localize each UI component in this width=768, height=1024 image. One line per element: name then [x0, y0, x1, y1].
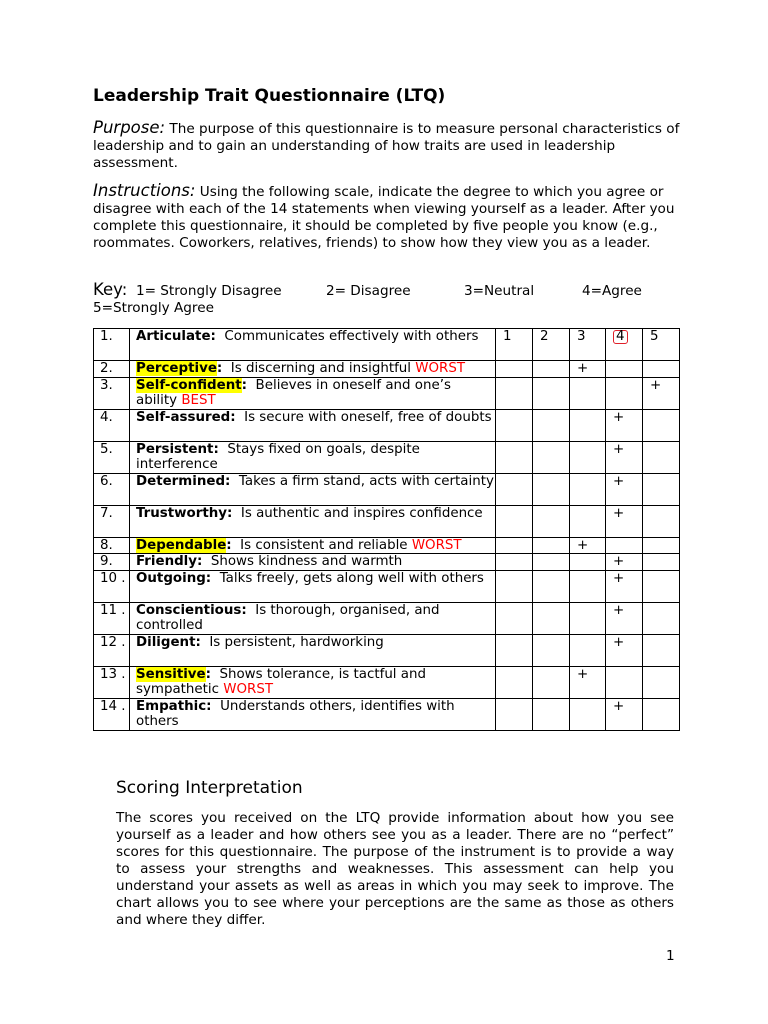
trait-label: Self-confident [136, 377, 242, 393]
rating-cell-2[interactable] [533, 441, 570, 473]
rating-cell-1[interactable] [496, 361, 533, 378]
statement-cell [130, 602, 496, 634]
scale-header: 2 [540, 329, 549, 344]
rating-cell-3[interactable] [570, 698, 606, 730]
rating-cell-1[interactable] [496, 377, 533, 409]
trait-description: Shows kindness and warmth [210, 554, 403, 569]
trait-label: Sensitive [136, 666, 206, 682]
key-label: Key: [93, 280, 128, 299]
statement-cell [130, 554, 496, 571]
table-row [94, 554, 680, 571]
statement-cell [130, 409, 496, 441]
trait-description: Shows tolerance, is tactful and sympathetic [136, 666, 426, 697]
rating-cell-2[interactable] [533, 698, 570, 730]
statement-cell [130, 361, 496, 378]
rating-cell-3[interactable] [570, 666, 606, 698]
rating-cell-1[interactable] [496, 473, 533, 505]
rating-cell-4[interactable] [606, 634, 643, 666]
item-number: 7. [94, 505, 130, 537]
scale-header: 5 [650, 329, 659, 344]
trait-name [136, 410, 236, 425]
table-row [94, 377, 680, 409]
rating-cell-3[interactable] [570, 570, 606, 602]
rating-cell-3[interactable] [570, 409, 606, 441]
purpose-text: The purpose of this questionnaire is to measure personal characteristics of leadership and to gain an understanding of how traits are used in leadership assessment. [93, 121, 680, 171]
rating-cell-4[interactable] [606, 505, 643, 537]
scale-header: 4 [613, 330, 628, 344]
rating-mark: + [613, 441, 625, 457]
rating-cell-4[interactable] [606, 473, 643, 505]
rating-mark: + [613, 570, 625, 586]
trait-name: Perceptive: [136, 361, 223, 376]
key-item: 2= Disagree [325, 283, 411, 299]
rating-cell-5[interactable] [643, 329, 680, 361]
trait-name [136, 571, 211, 586]
rating-note: WORST [223, 682, 273, 697]
scale-header: 3 [577, 329, 586, 344]
rating-mark: + [613, 602, 625, 618]
rating-cell-5[interactable] [643, 602, 680, 634]
trait-label: Self-assured: [136, 409, 236, 425]
rating-cell-4[interactable] [606, 698, 643, 730]
rating-cell-3[interactable] [570, 329, 606, 361]
rating-cell-4[interactable] [606, 554, 643, 571]
rating-cell-2[interactable] [533, 505, 570, 537]
statement-cell [130, 329, 496, 361]
rating-cell-2[interactable] [533, 570, 570, 602]
statement-cell [130, 666, 496, 698]
statement-cell [130, 441, 496, 473]
rating-cell-1[interactable] [496, 329, 533, 361]
rating-cell-4[interactable] [606, 666, 643, 698]
statement-cell [130, 505, 496, 537]
statement-cell [130, 698, 496, 730]
trait-description: Understands others, identifies with others [136, 698, 455, 729]
rating-cell-5[interactable] [643, 570, 680, 602]
instructions-paragraph [93, 182, 683, 252]
table-row [94, 537, 680, 554]
purpose-paragraph [93, 119, 683, 172]
key-item: 5=Strongly Agree [93, 300, 214, 316]
rating-mark: + [577, 666, 589, 682]
statement-cell [130, 377, 496, 409]
rating-cell-3[interactable] [570, 377, 606, 409]
statement-cell [130, 570, 496, 602]
rating-cell-2[interactable] [533, 666, 570, 698]
rating-cell-2[interactable] [533, 634, 570, 666]
rating-mark: + [613, 473, 625, 489]
rating-cell-4[interactable] [606, 570, 643, 602]
instructions-text: Using the following scale, indicate the degree to which you agree or disagree with each of the 14 statements when viewing yourself as a leader. After you complete this questionnaire, it should be completed by five people you know (e.g., roommates. Coworkers, relatives, friends) to show how they view you as a leader. [93, 184, 675, 251]
rating-cell-2[interactable] [533, 329, 570, 361]
trait-name [136, 603, 247, 618]
table-row [94, 602, 680, 634]
trait-label: Persistent: [136, 441, 219, 457]
rating-cell-3[interactable] [570, 602, 606, 634]
key-item: 3=Neutral [463, 283, 535, 299]
rating-cell-2[interactable] [533, 554, 570, 571]
rating-cell-2[interactable] [533, 537, 570, 554]
table-row [94, 329, 680, 361]
rating-mark: + [577, 361, 589, 376]
rating-cell-1[interactable] [496, 554, 533, 571]
trait-description: Takes a firm stand, acts with certainty [238, 473, 494, 489]
trait-name: Sensitive: [136, 666, 211, 682]
rating-cell-1[interactable] [496, 602, 533, 634]
table-row [94, 409, 680, 441]
rating-cell-1[interactable] [496, 409, 533, 441]
key-item: 1= Strongly Disagree [135, 283, 282, 299]
table-row [94, 666, 680, 698]
rating-cell-5[interactable] [643, 361, 680, 378]
rating-cell-3[interactable] [570, 505, 606, 537]
trait-label: Friendly: [136, 554, 203, 569]
table-row [94, 441, 680, 473]
item-number: 3. [94, 377, 130, 409]
rating-cell-5[interactable] [643, 537, 680, 554]
rating-note: WORST [411, 537, 462, 553]
item-number: 12 . [94, 634, 130, 666]
trait-name: Self-confident: [136, 377, 248, 393]
rating-cell-5[interactable] [643, 698, 680, 730]
trait-name [136, 474, 230, 489]
trait-name [136, 442, 219, 457]
trait-label: Conscientious: [136, 602, 247, 618]
rating-cell-1[interactable] [496, 570, 533, 602]
trait-name [136, 506, 232, 521]
rating-cell-4[interactable] [606, 409, 643, 441]
rating-cell-5[interactable] [643, 473, 680, 505]
rating-cell-1[interactable] [496, 441, 533, 473]
trait-label: Outgoing: [136, 570, 212, 586]
rating-cell-3[interactable] [570, 634, 606, 666]
table-row [94, 634, 680, 666]
scoring-text: The scores you received on the LTQ provide information about how you see yourself as a leader and how others see you as a leader. There are no “perfect” scores for this questionnaire. The purpose of the instrument is to provide a way to assess your strengths and weaknesses. This assessment can help you understand your assets as well as areas in which you may seek to improve. The chart allows you to see where your perceptions are the same as those as others and where they differ. [116, 810, 674, 928]
rating-cell-5[interactable] [643, 505, 680, 537]
item-number: 13 . [94, 666, 130, 698]
item-number: 6. [94, 473, 130, 505]
rating-cell-1[interactable] [496, 505, 533, 537]
table-row [94, 570, 680, 602]
item-number: 10 . [94, 570, 130, 602]
rating-mark: + [613, 554, 625, 569]
rating-cell-4[interactable] [606, 602, 643, 634]
trait-description: Is discerning and insightful [230, 361, 411, 376]
rating-mark: + [577, 537, 589, 553]
trait-name [136, 329, 216, 344]
rating-cell-3[interactable] [570, 554, 606, 571]
page-title: Leadership Trait Questionnaire (LTQ) [93, 86, 446, 106]
rating-cell-1[interactable] [496, 666, 533, 698]
trait-label: Determined: [136, 473, 231, 489]
rating-cell-5[interactable] [643, 441, 680, 473]
rating-cell-4[interactable] [606, 329, 643, 361]
rating-mark: + [613, 698, 625, 714]
trait-label: Diligent: [136, 634, 201, 650]
rating-cell-5[interactable] [643, 666, 680, 698]
trait-label: Trustworthy: [136, 505, 233, 521]
rating-cell-5[interactable] [643, 634, 680, 666]
rating-cell-3[interactable] [570, 441, 606, 473]
rating-cell-2[interactable] [533, 602, 570, 634]
item-number: 14 . [94, 698, 130, 730]
trait-label: Dependable [136, 537, 227, 553]
trait-description: Is authentic and inspires confidence [240, 505, 483, 521]
rating-cell-2[interactable] [533, 473, 570, 505]
rating-mark: + [613, 409, 625, 425]
item-number: 1. [94, 329, 130, 361]
statement-cell [130, 537, 496, 554]
rating-cell-1[interactable] [496, 634, 533, 666]
table-row [94, 473, 680, 505]
table-row [94, 361, 680, 378]
statement-cell [130, 634, 496, 666]
rating-note: WORST [415, 361, 466, 376]
trait-description: Believes in oneself and one’s ability [136, 377, 451, 408]
trait-label: Perceptive [136, 361, 217, 376]
rating-cell-5[interactable] [643, 554, 680, 571]
table-row [94, 505, 680, 537]
trait-name [136, 699, 212, 714]
trait-label: Articulate: [136, 329, 216, 344]
trait-name [136, 635, 201, 650]
table-row [94, 698, 680, 730]
rating-cell-1[interactable] [496, 698, 533, 730]
rating-mark: + [613, 634, 625, 650]
item-number: 8. [94, 537, 130, 554]
rating-cell-4[interactable] [606, 441, 643, 473]
key-item: 4=Agree [581, 283, 642, 299]
rating-cell-4[interactable] [606, 377, 643, 409]
item-number: 11 . [94, 602, 130, 634]
trait-description: Talks freely, gets along well with others [219, 570, 484, 586]
trait-description: Is secure with oneself, free of doubts [244, 409, 492, 425]
scale-key [93, 281, 683, 317]
scale-header: 1 [503, 329, 512, 344]
item-number: 5. [94, 441, 130, 473]
rating-cell-1[interactable] [496, 537, 533, 554]
questionnaire-table [93, 328, 680, 731]
rating-cell-5[interactable] [643, 377, 680, 409]
rating-cell-3[interactable] [570, 473, 606, 505]
rating-mark: + [650, 377, 662, 393]
trait-description: Stays fixed on goals, despite interference [136, 441, 420, 472]
rating-cell-4[interactable] [606, 361, 643, 378]
trait-description: Is persistent, hardworking [209, 634, 384, 650]
rating-cell-3[interactable] [570, 537, 606, 554]
scoring-title: Scoring Interpretation [116, 778, 303, 798]
rating-cell-2[interactable] [533, 409, 570, 441]
purpose-label: Purpose: [93, 118, 166, 137]
trait-name: Dependable: [136, 537, 232, 553]
item-number: 2. [94, 361, 130, 378]
rating-cell-5[interactable] [643, 409, 680, 441]
trait-name [136, 554, 202, 569]
trait-description: Is thorough, organised, and controlled [136, 602, 440, 633]
trait-description: Is consistent and reliable [240, 537, 408, 553]
rating-note: BEST [181, 393, 216, 408]
instructions-label: Instructions: [93, 181, 196, 200]
rating-cell-2[interactable] [533, 377, 570, 409]
page-number: 1 [666, 948, 675, 964]
rating-cell-3[interactable] [570, 361, 606, 378]
trait-label: Empathic: [136, 698, 212, 714]
rating-cell-2[interactable] [533, 361, 570, 378]
trait-description: Communicates effectively with others [224, 329, 479, 344]
item-number: 4. [94, 409, 130, 441]
statement-cell [130, 473, 496, 505]
rating-mark: + [613, 505, 625, 521]
rating-cell-4[interactable] [606, 537, 643, 554]
item-number: 9. [94, 554, 130, 571]
